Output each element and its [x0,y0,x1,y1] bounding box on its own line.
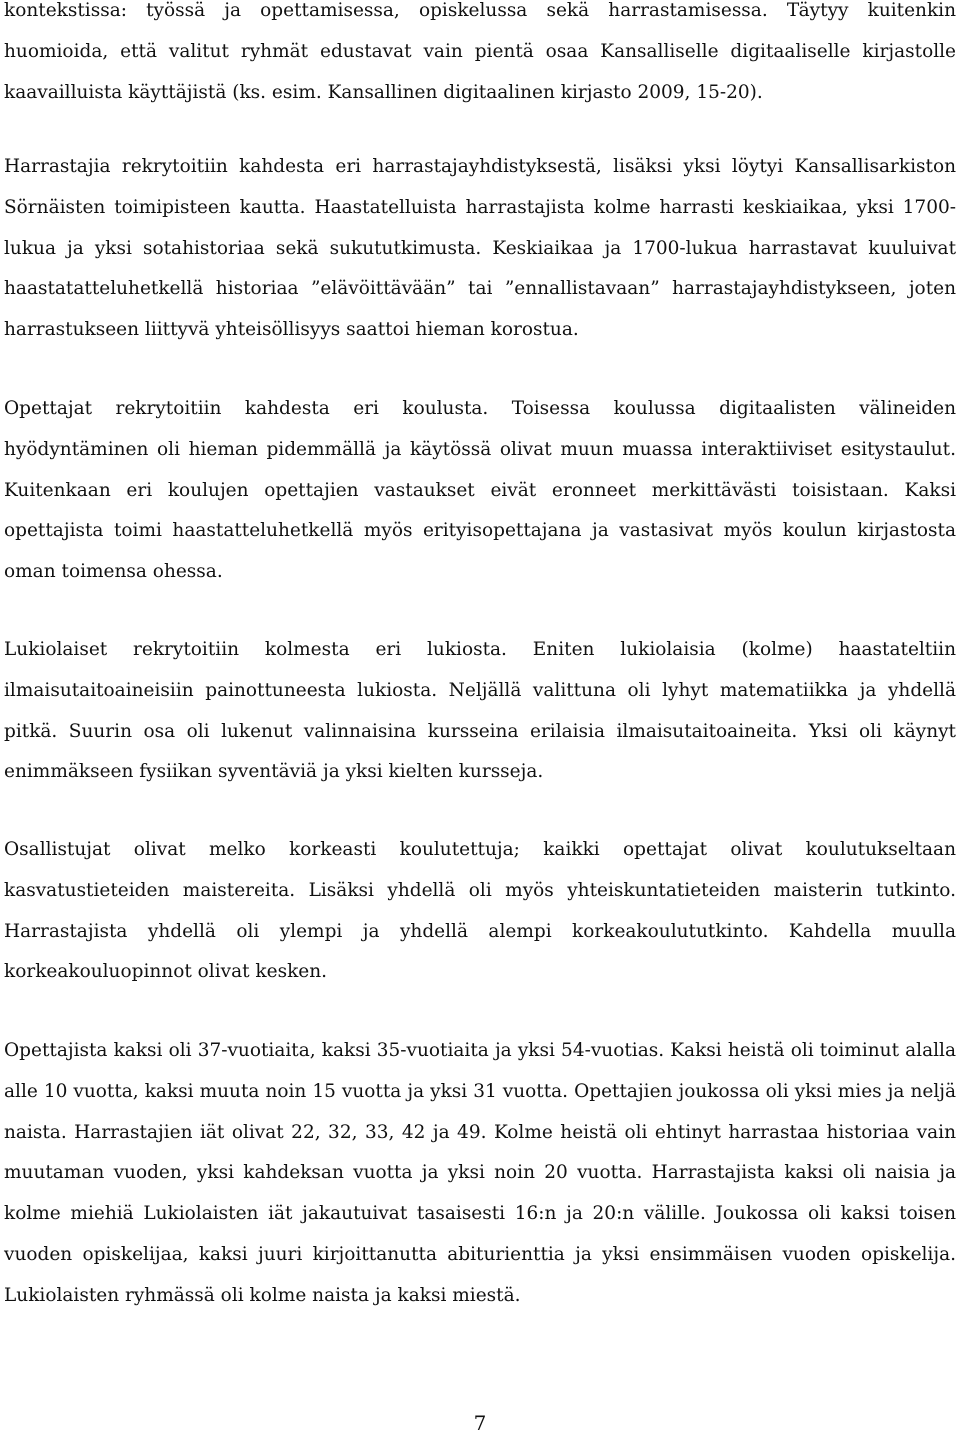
paragraph-context-note: kontekstissa: työssä ja opettamisessa, opiskelussa sekä harrastamisessa. Täytyy kuitenkin huomioida, että valitut ryhmät edustavat vain pientä osaa Kansalliselle digitaaliselle kirjastolle kaavailluista käyttäjistä (ks. esim. Kansallinen digitaalinen kirjasto 2009, 15-20). [4,0,956,103]
paragraph-education-level: Osallistujat olivat melko korkeasti koulutettuja; kaikki opettajat olivat koulutukseltaan kasvatustieteiden maistereita. Lisäksi yhdellä oli myös yhteiskuntatieteiden maisterin tutkinto. Harrastajista yhdellä oli ylempi ja yhdellä alempi korkeakoulututkinto. Kahdella muulla korkeakouluopinnot olivat kesken. [4,839,956,983]
paragraph-hobbyists-recruitment: Harrastajia rekrytoitiin kahdesta eri harrastajayhdistyksestä, lisäksi yksi löytyi Kansallisarkiston Sörnäisten toimipisteen kautta. Haastatelluista harrastajista kolme harrasti keskiaikaa, yksi 1700-lukua ja yksi sotahistoriaa sekä sukututkimusta. Keskiaikaa ja 1700-lukua harrastavat kuuluivat haastatatteluhetkellä historiaa ”elävöittävään” tai ”ennallistavaan” harrastajayhdistykseen, joten harrastukseen liittyvä yhteisöllisyys saattoi hieman korostua. [4,156,956,341]
paragraph-teachers-recruitment: Opettajat rekrytoitiin kahdesta eri koulusta. Toisessa koulussa digitaalisten välineiden hyödyntäminen oli hieman pidemmällä ja käytössä olivat muun muassa interaktiiviset esitystaulut. Kuitenkaan eri koulujen opettajien vastaukset eivät eronneet merkittävästi toisistaan. Kaksi opettajista toimi haastatteluhetkellä myös erityisopettajana ja vastasivat myös koulun kirjastosta oman toimensa ohessa. [4,398,956,583]
page-number: 7 [473,1411,487,1435]
paragraph-participant-ages: Opettajista kaksi oli 37-vuotiaita, kaksi 35-vuotiaita ja yksi 54-vuotias. Kaksi heistä oli toiminut alalla alle 10 vuotta, kaksi muuta noin 15 vuotta ja yksi 31 vuotta. Opettajien joukossa oli yksi mies ja neljä naista. Harrastajien iät olivat 22, 32, 33, 42 ja 49. Kolme heistä oli ehtinyt harrastaa historiaa vain muutaman vuoden, yksi kahdeksan vuotta ja yksi noin 20 vuotta. Harrastajista kaksi oli naisia ja kolme miehiä Lukiolaisten iät jakautuivat tasaisesti 16:n ja 20:n välille. Joukossa oli kaksi toisen vuoden opiskelijaa, kaksi juuri kirjoittanutta abiturienttia ja yksi ensimmäisen vuoden opiskelija. Lukiolaisten ryhmässä oli kolme naista ja kaksi miestä. [4,1040,956,1306]
paragraph-students-recruitment: Lukiolaiset rekrytoitiin kolmesta eri lukiosta. Eniten lukiolaisia (kolme) haastateltiin ilmaisutaitoaineisiin painottuneesta lukiosta. Neljällä valittuna oli lyhyt matematiikka ja yhdellä pitkä. Suurin osa oli lukenut valinnaisina kursseina erilaisia ilmaisutaitoaineita. Yksi oli käynyt enimmäkseen fysiikan syventäviä ja yksi kielten kursseja. [4,639,956,783]
